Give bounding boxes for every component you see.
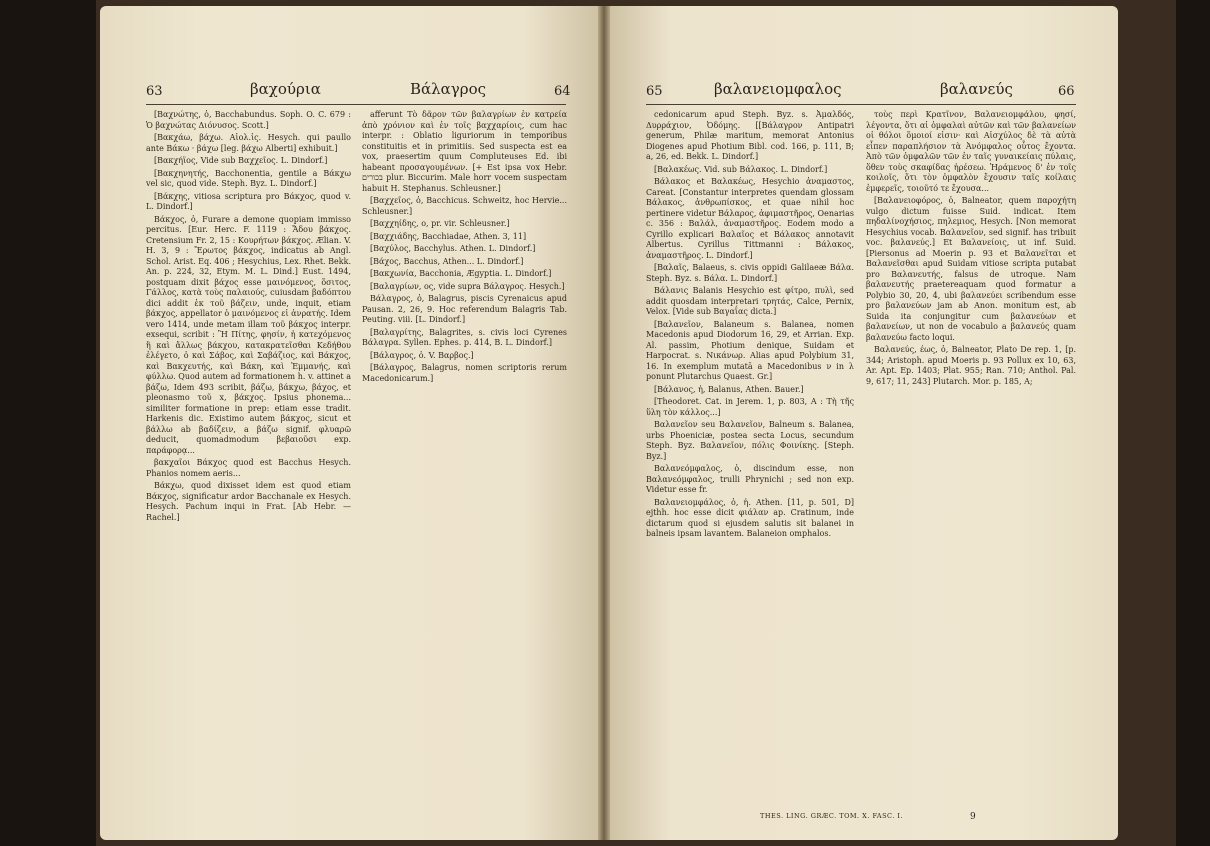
running-title: βαχούρια: [250, 80, 321, 98]
entry: Βαλανεύς, έως, ὁ, Balneator, Plato De rep. 1, [p. 344; Aristoph. apud Moeris p. 93 Pollux ex 10, 63, Ar. Apt. Ep. 1403; Plat. 955; Ran. 710; Anthol. Pal. 9, 617; 11, 243] Plutarch. Mor. p. 185, A;: [866, 345, 1076, 386]
page-number: 63: [146, 84, 163, 99]
running-title: βαλανειομφαλος: [714, 80, 842, 98]
entry: Βάλαγρος, ὁ, Balagrus, piscis Cyrenaicus apud Pausan. 2, 26, 9. Hoc referendum Balagris Tab. Peuting. viii. [L. Dindorf.]: [362, 294, 567, 324]
entry: [Βάλαγρος, ὁ. V. Βαρβος.]: [370, 350, 474, 360]
right-page: [610, 6, 1118, 840]
header-rule: [146, 104, 566, 105]
entry: Βαλανεῖον seu Βαλανεῖον, Balneum s. Balanea, urbs Phoeniciæ, postea secta Locus, secundum Steph. Byz. Βαλανεῖον, πόλις Φοινίκης. [Steph. Byz.]: [646, 420, 854, 461]
entry: [Βακχηνητής, Bacchonentia, gentile a Βάκχω vel sic, quod vide. Steph. Byz. L. Dindorf.]: [146, 168, 351, 188]
entry: [Βαλακέως. Vid. sub Βάλακος. L. Dindorf.]: [654, 164, 828, 174]
left-page: [100, 6, 598, 840]
entry: [Βαλαγρίτης, Balagrites, s. civis loci Cyrenes Βάλαγρα. Syllen. Ephes. p. 414, B. L. Dindorf.]: [362, 327, 567, 347]
entry: [Βαχύλος, Bacchylus. Athen. L. Dindorf.]: [370, 244, 536, 253]
page-footer: THES. LING. GRÆC. TOM. X. FASC. I.: [760, 812, 904, 820]
entry: Βάκχω, quod dixisset idem est quod etiam Βάκχος, significatur ardor Bacchanale ex Hesych. Hesych. Pachum inqui in Frat. [Ab Hebr. — Rachel.]: [146, 481, 351, 522]
entry: Βάλανις Balanis Hesychio est φίτρο, πυλὶ, sed addit quosdam interpretari τρητάς, Calce, Pernix, Velox. [Vide sub Βαγαΐας dicta.]: [646, 286, 854, 316]
signature-mark: 9: [970, 812, 976, 822]
left-column: [146, 110, 351, 830]
entry: [Βάλαγρος, Balagrus, nomen scriptoris rerum Macedonicarum.]: [362, 363, 567, 383]
entry: cedonicarum apud Steph. Byz. s. Ἀμαλδός, Δυρράχιον, Ὀδόμης. [[Βάλαγρον Antipatri generum, Philæ maritum, memorat Antonius Diogenes apud Photium Bibl. cod. 166, p. 111, B; a, 26, ed. Bekk. L. Dindorf.]: [646, 110, 854, 161]
entry: [Βακχάω, βάχω. Αἰολ.ἰς. Hesych. qui paullo ante Βάκω · βάχω [leg. βάχω Alberti] exhibuit.]: [146, 133, 351, 153]
book-gutter: [598, 6, 610, 840]
page-number: 65: [646, 84, 663, 99]
entry: τοὺς περὶ Κρατῖνον, Βαλανειομφάλου, φησί, λέγοντα, ὅτι αἱ ὀμφαλαὶ αὐτῶν καὶ τῶν βαλανείων οἱ θόλοι ὅμοιοί εἰσιν· καὶ Αἰσχύλος δὲ τὰ αὐτὰ εἶπεν παραπλήσιον τὰ Ἀνόμφαλος οὗτος ἔχοντα. Ἀπὸ τῶν ὀμφαλῶν τῶν ἐν ταῖς γυναικείαις πύλαις, ὅθεν τοὺς σκαφίδας ἡρέσεω. Ἠράμενος δ' ἐν τοῖς κοιλοῖς, ὅτι τὸν ὀμφαλὸν ἔχουσιν ταῖς κοίλαις ἐμφερεῖς, τοιοῦτό τε ἔχουσα...: [866, 110, 1076, 193]
entry: [Βακχωνία, Bacchonia, Ægyptia. L. Dindorf.]: [370, 269, 552, 278]
entry: Βαλανειομφάλος, ὁ, ἡ. Athen. [11, p. 501, D] ejthh. hoc esse dicit φιάλαν ap. Cratinum, inde dictarum quod si ejusdem salutis sit balanei in balneis ipsam lavantem. Balaneion omphalos.: [646, 497, 854, 538]
entry: [Βαχνώτης, ὁ, Bacchabundus. Soph. O. C. 679 : Ὁ βαχνώτας Διόνυσος. Scott.]: [146, 110, 351, 130]
left-page-header: [100, 80, 598, 104]
entry: [Βαχχεῖος, ὁ, Bacchicus. Schweitz, hoc Hervie... Schleusner.]: [362, 196, 567, 216]
entry: [Theodoret. Cat. in Jerem. 1, p. 803, A : Τὴ τῆς ὕλη τὸν κάλλος...]: [646, 397, 854, 417]
entry: [Βαλαγρίων, ος, vide supra Βάλαγρος. Hesych.]: [370, 281, 565, 291]
book-spread: [96, 0, 1176, 846]
entry: Βάλακος et Βαλακέως, Hesychio ἀναμαστος, Careat. [Constantur interpretes quendam glossam Βάλακος, ἀνθρωπίσκος, et quae nihil hoc pertinere videtur Βάλαρος, ἀφιμαστῆρος, Oenarias c. 356 : Βαλάλ, ἀναμαστῆρος. Eodem modo a Cyrillo explicari Βαλαῖος et Βάλακος annotavit Albertus. Cyrillus Tittmanni : Βάλακος, ἀναμαστῆρος. L. Dindorf.]: [646, 177, 854, 260]
entry: Βαλανεόμφαλος, ὁ, discindum esse, non Βαλανεόμφαλος, trulli Phrynichi ; sed non exp. Videtur esse fr.: [646, 464, 854, 494]
entry: [Βαλανεῖον, Balaneum s. Balanea, nomen Macedonis apud Diodorum 16, 29, et Arrian. Exp. Al. passim, Photium denique, Suidam et Harpocrat. s. Νικάνωρ. Alias apud Polybium 31, 16. In exemplum mutatā a Macedonibus ν in λ ponunt Plutarchus Quaest. Gr.]: [646, 319, 854, 381]
left-column: [646, 110, 854, 810]
entry: [Βαχχηίδης, ο, pr. vir. Schleusner.]: [370, 219, 510, 228]
right-page-header: [610, 80, 1118, 104]
entry: [Βαλαῖς, Balaeus, s. civis oppidi Galilaeæ Βάλα. Steph. Byz. s. Βάλα. L. Dindorf.]: [646, 263, 854, 283]
header-rule: [646, 104, 1076, 105]
page-number: 66: [1058, 84, 1075, 99]
entry: [Βακχήϊος, Vide sub Βαχχεῖος. L. Dindorf.]: [154, 156, 328, 165]
entry: [Βαχχιάδης, Bacchiadae, Athen. 3, 11]: [370, 231, 527, 241]
entry: [Βαλανειοφόρος, ὁ, Balneator, quem παροχήτη vulgo dictum fuisse Suid. indicat. Item πηδαλίνοχήσιος, πηλεμιος, Hesych. [Non memorat Hesychius vocab. Βαλανεῖον, sed signif. has tribuit voc. βαλανεύς.] Et Βαλανείοις, ut inf. Suid. [Piersonus ad Moerin p. 93 et Βαλανεῖται et Βαλανεῖσθαι apud Suidam vitiose scripta putabat pro Βαλανευτής, falsus de utroque. Nam βαλανευτής praetereaquam quod formatur a Polybio 30, 20, 4, ubi βαλανεύει scribendum esse pro βαλανεύων jam ab Anon. monitum est, ab Suida ita conjungitur cum βαλανεύων et βαλανείων, ut non de vocabulo a βαλανεύς quam βαλανεύω facto loqui.: [866, 196, 1076, 342]
right-column: [362, 110, 567, 830]
entry: Βάκχος, ὁ, Furare a demone quopiam immisso percitus. [Eur. Herc. F. 1119 : Ἄδου βάκχος. Cretensium Fr. 2, 15 : Κουρήτων βάκχος. Ælian. V. H. 3, 9 : Ἔρωτος βάκχος, indicatus ab Angl. Schol. Arist. Eq. 406 ; Hesychius, Lex. Rhet. Bekk. An. p. 224, 32, Etym. M. L. Dind.] Eust. 1494, postquam dixit βάχος esse μαινόμενος, ὅσιτος, Γάλλος, κατὰ τοὺς παλαιούς, cuiusdam βαδόπτου dici addit ἐκ τοῦ βάζειν, unde, inquit, etiam βάκχος, appellator ὁ μαινόμενος εἰ ἀνρατής. Idem vero 1414, unde metam illam τοῦ βάκχος interpr. exsequi, scribit : Ἢ Πίτης, φησίν, ἡ κατεχόμενος ἢ καὶ ἄλλως βάκχου, κατακρατεῖσθαι Κεδήθου ἐλέγετο, ὁ καὶ Σάβος, καὶ Σαβάζιος, καὶ Βάκχος, καὶ Βακχευτής, καὶ Βάκη, καὶ Ἐμμανής, καὶ φύλλω. Quod autem ad formationem h. v. attinet a βάζω, Idem 493 scribit, βάζω, βάκχω, βάχος, et pleonasmo τοῦ x, βάκχος. Ipsius phonema... similiter formatione in prep: etiam esse tradit. Harkenis dic. Existimo autem βάκχος, sicut et βάλλω ab βαδίζειν, a βάζω signif. φλυαρῶ deducit, quomadmodum βεβαιοῦσι exp. παράφορᾳ...: [146, 214, 351, 455]
running-title-center: βαλανεύς: [940, 80, 1013, 98]
entry: afferunt Τὸ δᾶρον τῶν βαλαγρίων ἐν κατρεία ἀπὸ χρόνιον καὶ ἐν τοῖς βαχχαρίοις, cum hac interpr. : Oblatio liguriorum in temporibus constituitis et in primitiis. Sed suspecta est ea vox, praesertim quum Compluteuses Ed. ibi habeant προσαγουμένων. [+ Est ipsa vox Hebr. בכורים plur. Biccurim. Male horr vocem suspectam habuit H. Stephanus. Schleusner.]: [362, 110, 567, 193]
running-title-center: Βάλαγρος: [410, 80, 487, 98]
entry: [Βάλανος, ἡ, Balanus, Athen. Bauer.]: [654, 384, 804, 394]
right-column: [866, 110, 1076, 810]
entry: βακχαῖοι Βάκχος quod est Bacchus Hesych. Phanios nomem aeris...: [146, 458, 351, 478]
page-number: 64: [554, 84, 571, 99]
entry: [Βάκχης, vitiosa scriptura pro Βάκχος, quod v. L. Dindorf.]: [146, 191, 351, 211]
entry: [Βάχος, Bacchus, Athen... L. Dindorf.]: [370, 256, 524, 266]
